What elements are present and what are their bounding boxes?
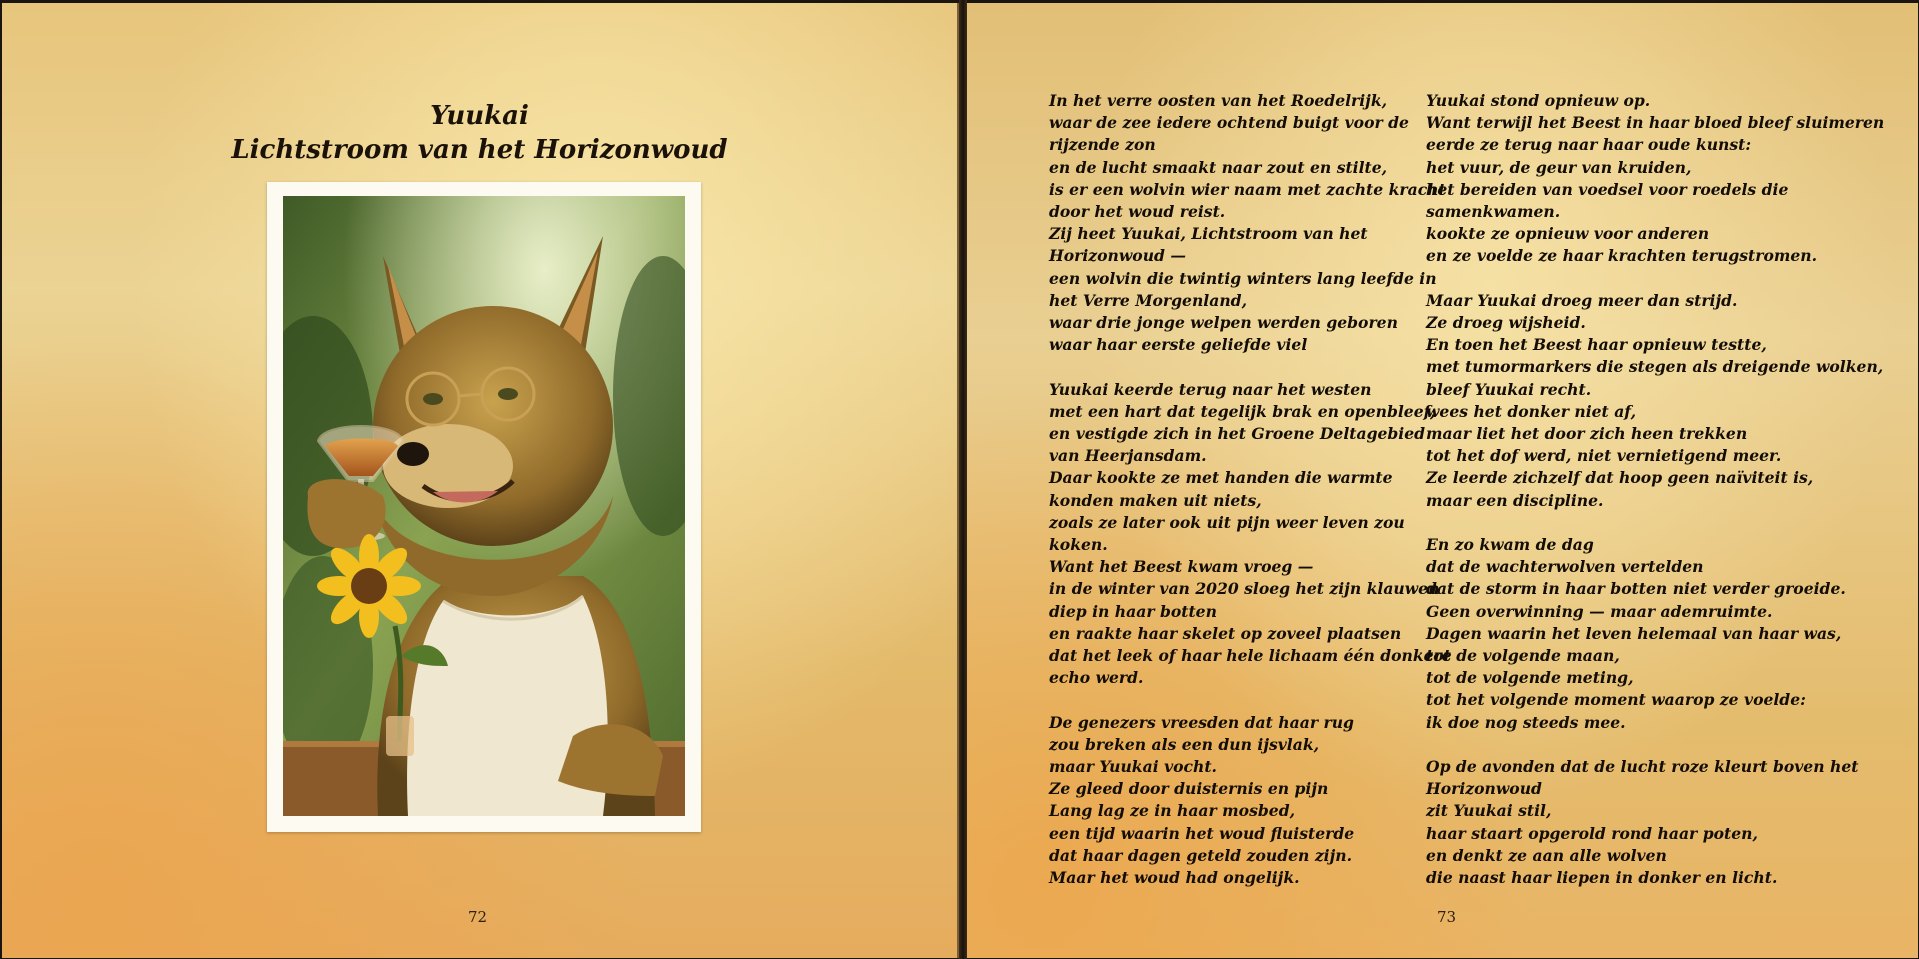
poem-line: waar de zee iedere ochtend buigt voor de bbox=[1049, 113, 1409, 133]
poem-line: tot de volgende meting, bbox=[1426, 668, 1634, 688]
poem-line: en raakte haar skelet op zoveel plaatsen bbox=[1049, 623, 1402, 643]
poem-line: een wolvin die twintig winters lang leefde in bbox=[1049, 268, 1437, 288]
poem-line: en ze voelde ze haar krachten terugstromen. bbox=[1426, 246, 1818, 266]
poem-line: En toen het Beest haar opnieuw testte, bbox=[1426, 335, 1767, 355]
poem-line: maar een discipline. bbox=[1426, 490, 1604, 510]
poem-line: die naast haar liepen in donker en licht. bbox=[1426, 868, 1778, 888]
poem-line: maar Yuukai vocht. bbox=[1049, 757, 1217, 777]
poem-line: Horizonwoud — bbox=[1049, 246, 1186, 266]
poem-line: en denkt ze aan alle wolven bbox=[1426, 845, 1667, 865]
poem-line: Geen overwinning — maar ademruimte. bbox=[1426, 601, 1773, 621]
illustration-frame bbox=[267, 182, 701, 832]
poem-line: het bereiden van voedsel voor roedels die bbox=[1426, 179, 1789, 199]
poem-line: echo werd. bbox=[1049, 668, 1144, 688]
poem-line: een tijd waarin het woud fluisterde bbox=[1049, 823, 1355, 843]
page-title-name: Yuukai bbox=[430, 101, 529, 131]
poem-line: Maar het woud had ongelijk. bbox=[1049, 868, 1300, 888]
poem-line: met tumormarkers die stegen als dreigende wolken, bbox=[1426, 357, 1884, 377]
stanza-break bbox=[1049, 689, 1429, 711]
poem-line: Yuukai keerde terug naar het westen bbox=[1049, 379, 1372, 399]
poem-line: En zo kwam de dag bbox=[1426, 535, 1594, 555]
poem-line: Yuukai stond opnieuw op. bbox=[1426, 91, 1651, 110]
poem-line: maar liet het door zich heen trekken bbox=[1426, 424, 1748, 444]
poem-line: in de winter van 2020 sloeg het zijn klauwen bbox=[1049, 579, 1440, 599]
poem-line: samenkwamen. bbox=[1426, 202, 1561, 222]
poem-column-left bbox=[1049, 90, 1452, 889]
poem-line: eerde ze terug naar haar oude kunst: bbox=[1426, 135, 1752, 155]
poem-line: met een hart dat tegelijk brak en openbleef, bbox=[1049, 401, 1436, 421]
poem-line: tot het volgende moment waarop ze voelde: bbox=[1426, 690, 1806, 710]
stanza-break bbox=[1426, 734, 1836, 756]
wolf-portrait-illustration bbox=[283, 196, 685, 816]
poem-line: is er een wolvin wier naam met zachte kracht bbox=[1049, 179, 1446, 199]
poem-line: Ze gleed door duisternis en pijn bbox=[1049, 779, 1329, 799]
poem-line: Ze droeg wijsheid. bbox=[1426, 313, 1586, 333]
poem-line: kookte ze opnieuw voor anderen bbox=[1426, 224, 1710, 244]
poem-line: tot het dof werd, niet vernietigend meer. bbox=[1426, 446, 1782, 466]
poem-line: tot de volgende maan, bbox=[1426, 646, 1620, 666]
right-page bbox=[967, 3, 1918, 958]
stanza-break bbox=[1049, 356, 1429, 378]
poem-line: zoals ze later ook uit pijn weer leven zou bbox=[1049, 512, 1405, 532]
poem-line: Want terwijl het Beest in haar bloed bleef sluimeren bbox=[1426, 113, 1885, 133]
poem-line: koken. bbox=[1049, 535, 1108, 555]
poem-line: het vuur, de geur van kruiden, bbox=[1426, 157, 1692, 177]
poem-line: dat het leek of haar hele lichaam één donkere bbox=[1049, 646, 1452, 666]
poem-line: Lang lag ze in haar mosbed, bbox=[1049, 801, 1296, 821]
left-page bbox=[2, 3, 959, 958]
poem-line: van Heerjansdam. bbox=[1049, 446, 1207, 466]
stanza-break bbox=[1426, 268, 1836, 290]
poem-line: Horizonwoud bbox=[1426, 779, 1542, 799]
poem-line: Op de avonden dat de lucht roze kleurt boven het bbox=[1426, 757, 1859, 777]
poem-line: door het woud reist. bbox=[1049, 202, 1226, 222]
poem-line: bleef Yuukai recht. bbox=[1426, 379, 1592, 399]
stanza-break bbox=[1426, 512, 1836, 534]
poem-line: het Verre Morgenland, bbox=[1049, 290, 1247, 310]
poem-line: haar staart opgerold rond haar poten, bbox=[1426, 823, 1758, 843]
poem-line: In het verre oosten van het Roedelrijk, bbox=[1049, 91, 1388, 110]
poem-line: dat de wachterwolven vertelden bbox=[1426, 557, 1704, 577]
poem-line: Zij heet Yuukai, Lichtstroom van het bbox=[1049, 224, 1368, 244]
poem-line: zou breken als een dun ijsvlak, bbox=[1049, 734, 1320, 754]
poem-line: dat haar dagen geteld zouden zijn. bbox=[1049, 845, 1353, 865]
poem-line: waar drie jonge welpen werden geboren bbox=[1049, 313, 1398, 333]
poem-line: waar haar eerste geliefde viel bbox=[1049, 335, 1308, 355]
poem-line: Maar Yuukai droeg meer dan strijd. bbox=[1426, 290, 1738, 310]
poem-line: diep in haar botten bbox=[1049, 601, 1217, 621]
poem-line: konden maken uit niets, bbox=[1049, 490, 1262, 510]
poem-line: zit Yuukai stil, bbox=[1426, 801, 1552, 821]
poem-line: ik doe nog steeds mee. bbox=[1426, 712, 1626, 732]
poem-line: Dagen waarin het leven helemaal van haar was, bbox=[1426, 623, 1842, 643]
page-number-left: 72 bbox=[468, 908, 488, 926]
page-number-right: 73 bbox=[1437, 908, 1457, 926]
poem-line: Want het Beest kwam vroeg — bbox=[1049, 557, 1314, 577]
poem-line: De genezers vreesden dat haar rug bbox=[1049, 712, 1354, 732]
page-title-subtitle: Lichtstroom van het Horizonwoud bbox=[231, 135, 728, 165]
poem-line: en vestigde zich in het Groene Deltagebied bbox=[1049, 424, 1426, 444]
book-gutter bbox=[959, 0, 967, 959]
poem-line: Daar kookte ze met handen die warmte bbox=[1049, 468, 1393, 488]
poem-line: en de lucht smaakt naar zout en stilte, bbox=[1049, 157, 1388, 177]
poem-line: rijzende zon bbox=[1049, 135, 1156, 155]
poem-line: wees het donker niet af, bbox=[1426, 401, 1637, 421]
poem-line: dat de storm in haar botten niet verder groeide. bbox=[1426, 579, 1846, 599]
poem-column-right bbox=[1426, 90, 1885, 889]
poem-line: Ze leerde zichzelf dat hoop geen naïviteit is, bbox=[1426, 468, 1814, 488]
